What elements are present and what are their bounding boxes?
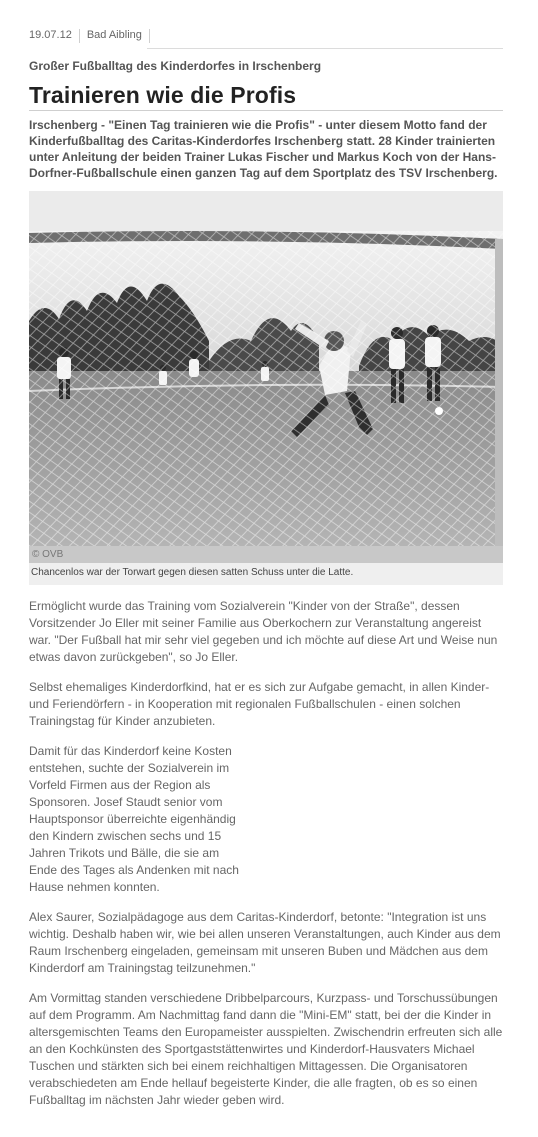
photo-caption: Chancenlos war der Torwart gegen diesen satten Schuss unter die Latte. xyxy=(29,563,503,585)
article-date: 19.07.12 xyxy=(29,29,72,41)
body-paragraph: Alex Saurer, Sozialpädagoge aus dem Caritas-Kinderdorf, betonte: "Integration ist uns wichtig. Deshalb haben wir, wie bei allen unseren Veranstaltungen, auch Kinder aus dem Raum Irschenberg eingeladen, gemeinsam mit unseren Buben und Mädchen aus dem Kinderdorf am Trainingstag teilzunehmen." xyxy=(29,910,501,975)
body-paragraph: Ermöglicht wurde das Training vom Sozialverein "Kinder von der Straße", dessen Vorsitzender Jo Eller mit seiner Familie aus Oberkochern zur Veranstaltung angereist war. "Der Fußball hat mir sehr viel gegeben und ich möchte auf diese Art und Weise nun etwas davon zurückgeben", so Jo Eller. xyxy=(29,599,498,664)
article-lead: Irschenberg - "Einen Tag trainieren wie die Profis" - unter diesem Motto fand der Kinderfußballtag des Caritas-Kinderdorfes Irschenberg statt. 28 Kinder trainierten unter Anleitung der beiden Trainer Lukas Fischer und Markus Koch von der Hans-Dorfner-Fußballschule einen ganzen Tag auf dem Sportplatz des TSV Irschenberg. xyxy=(29,118,498,180)
article-kicker: Großer Fußballtag des Kinderdorfes in Irschenberg xyxy=(29,59,322,73)
article-meta xyxy=(29,26,503,45)
article-photo[interactable] xyxy=(29,191,503,546)
headline-divider xyxy=(29,110,503,111)
photo-credit: © OVB xyxy=(29,546,503,563)
meta-separator xyxy=(149,29,150,43)
article-body xyxy=(29,598,503,1109)
meta-separator xyxy=(79,29,80,43)
body-paragraph: Damit für das Kinderdorf keine Kosten entstehen, suchte der Sozialverein im Vorfeld Firmen aus der Region als Sponsoren. Josef Staudt senior vom Hauptsponsor überreichte eigenhändig den Kindern zwischen sechs und 15 Jahren Trikots und Bälle, die sie am Ende des Tages als Andenken mit nach Hause nehmen konnten. xyxy=(29,744,239,894)
article-figure xyxy=(29,191,503,585)
article xyxy=(29,0,503,1109)
article-location: Bad Aibling xyxy=(86,29,142,41)
article-headline: Trainieren wie die Profis xyxy=(29,82,297,108)
body-paragraph: Selbst ehemaliges Kinderdorfkind, hat er es sich zur Aufgabe gemacht, in allen Kinder- und Feriendörfern - in Kooperation mit regionalen Fußballschulen - einen solchen Trainingstag für Kinder anzubieten. xyxy=(29,680,490,728)
meta-divider xyxy=(147,48,503,49)
body-paragraph: Am Vormittag standen verschiedene Dribbelparcours, Kurzpass- und Torschussübungen auf dem Programm. Am Nachmittag fand dann die "Mini-EM" statt, bei der die Kinder in altersgemischten Teams den Europameister ausspielten. Zwischendrin erfreuten sich alle an den Kochkünsten des Sportgaststättenwirtes und Kinderdorf-Hausvaters Michael Tuschen und stärkten sich bei einem reichhaltigen Mittagessen. Die Organisatoren verabschiedeten am Ende hellauf begeisterte Kinder, die alle fragten, ob es so einen Fußballtag im nächsten Jahr wieder geben wird. xyxy=(29,991,503,1107)
